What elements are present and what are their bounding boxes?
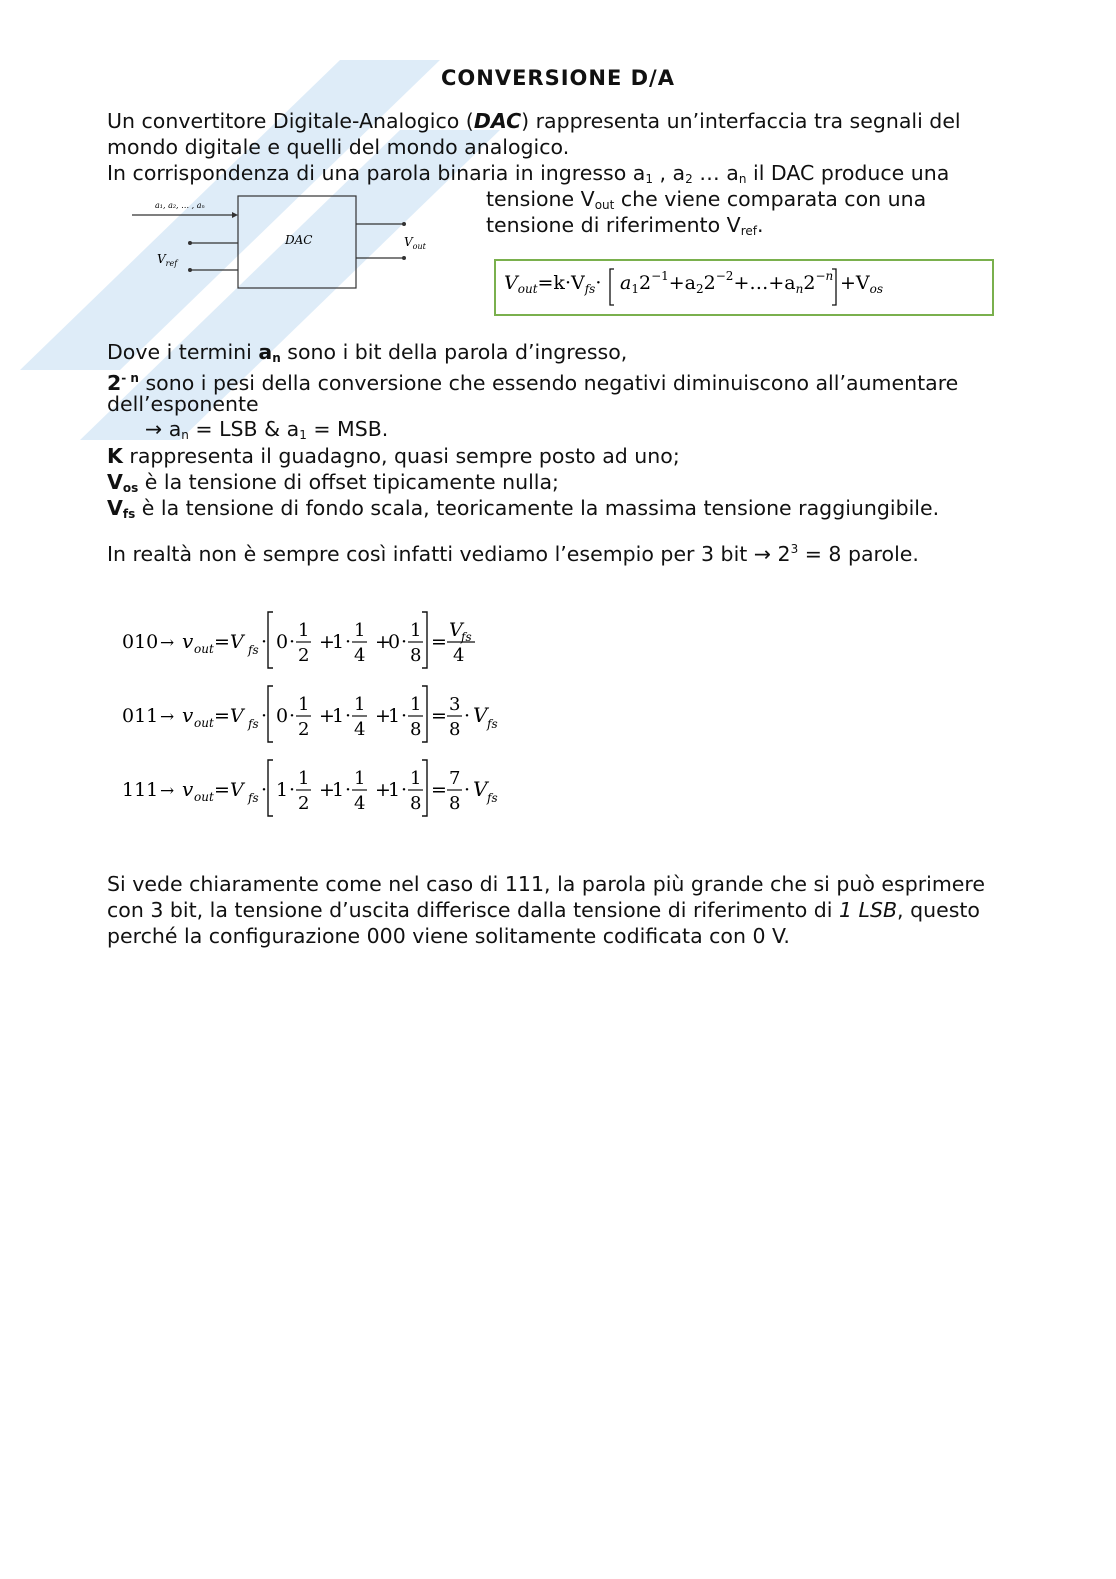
eq-word-010: 010 [122,631,159,653]
input-arrow-icon [232,212,238,218]
eq-plus: + [319,779,335,801]
eq-dot: · [261,705,268,727]
dac-block-label: DAC [285,233,313,247]
eq-bit: 1 [332,779,345,801]
eq-fraction-numerator: 1 [410,620,422,641]
eq-result-numerator-sub: fs [461,630,472,644]
eq-fraction-numerator: 1 [354,768,366,789]
eq-v: v [182,777,194,801]
eq-fs-sub: fs [248,643,259,657]
eq-fraction-denominator: 4 [354,719,366,740]
eq-dot: · [464,779,471,801]
eq-result-v-sub: fs [487,791,498,805]
ref-terminal-bottom [188,268,192,272]
eq-bracket-left [268,686,273,742]
eq-dot: · [289,779,296,801]
eq-fraction-denominator: 8 [410,793,422,814]
eq-fs-sub: fs [248,717,259,731]
eq-dot: · [345,631,352,653]
eq-bit: 1 [388,779,401,801]
eq-equals-vfs: =V [214,705,244,727]
conclusion-line-3: perché la configurazione 000 viene solitamente codificata con 0 V. [107,924,790,948]
intro-line-5: tensione di riferimento $V_{ref}$. [486,213,764,238]
eq-arrow-icon: → [160,707,175,727]
eq-result-numerator: 7 [449,768,461,789]
eq-result-v-sub: fs [487,717,498,731]
eq-equals: = [431,705,447,727]
eq-bracket-right [422,686,427,742]
definition-weights-line-2: dell’esponente [107,392,259,416]
eq-equals-vfs: =V [214,631,244,653]
conclusion-line-1: Si vede chiaramente come nel caso di 111, la parola più grande che si può esprimere [107,872,986,896]
out-terminal-top [402,222,406,226]
eq-bracket-right [422,760,427,816]
intro-line-1: Un convertitore Digitale-Analogico (DAC) rappresenta un’interfaccia tra segnali del [107,109,961,133]
definition-vos: $V_{os}$ è la tensione di offset tipicamente nulla; [107,470,559,495]
eq-result-denominator: 8 [449,793,461,814]
eq-dot: · [401,705,408,727]
eq-dot: · [401,779,408,801]
eq-bit: 1 [332,631,345,653]
eq-dot: · [289,631,296,653]
example-equations [118,600,538,830]
eq-v-sub: out [194,642,214,656]
definition-vfs: $V_{fs}$ è la tensione di fondo scala, teoricamente la massima tensione raggiungibile. [107,496,940,521]
eq-fraction-numerator: 1 [410,694,422,715]
eq-bracket-left [268,760,273,816]
diagram-input-label: a₁, a₂, … , aₙ [155,201,205,210]
eq-result-numerator: V [449,619,463,641]
eq-result-denominator: 4 [453,645,465,666]
eq-result-v: V [473,703,488,727]
eq-v: v [182,629,194,653]
eq-bracket-right [422,612,427,668]
eq-fraction-numerator: 1 [298,768,310,789]
eq-fraction-denominator: 4 [354,645,366,666]
out-terminal-bottom [402,256,406,260]
example-intro: In realtà non è sempre così infatti vediamo l’esempio per 3 bit → $2^3 = 8$ parole. [107,542,919,566]
eq-v: v [182,703,194,727]
eq-plus: + [375,779,391,801]
eq-equals-vfs: =V [214,779,244,801]
main-formula-box [494,259,994,316]
eq-dot: · [464,705,471,727]
eq-dot: · [289,705,296,727]
diagram-ref-label: $V_{ref}$ [157,252,178,268]
svg-text:Vout=k·Vfs·: $V_{out}=k\cdot V_{fs}\cdot$ [504,272,602,296]
eq-v-sub: out [194,716,214,730]
arrow-right-icon: → [753,542,772,566]
intro-line-4: tensione $V_{out}$ che viene comparata con una [486,187,927,212]
svg-text:+Vos: $+V_{os}$ [840,272,884,296]
eq-arrow-icon: → [160,633,175,653]
intro-line-3: In corrispondenza di una parola binaria in ingresso $a_1$ , $a_2$ … $a_n$ il DAC produce una [107,161,950,186]
eq-fraction-numerator: 1 [410,768,422,789]
eq-dot: · [261,631,268,653]
eq-fraction-numerator: 1 [354,694,366,715]
definition-weights: $2^{- n}$ sono i pesi della conversione che essendo negativi diminuiscono all’aumentare [107,371,959,395]
eq-fraction-numerator: 1 [354,620,366,641]
eq-plus: + [319,705,335,727]
eq-fraction-denominator: 2 [298,793,310,814]
eq-bracket-left [268,612,273,668]
eq-bit: 1 [276,779,289,801]
page-title: CONVERSIONE D/A [441,66,675,90]
main-formula [496,261,992,314]
eq-bit: 1 [332,705,345,727]
eq-plus: + [319,631,335,653]
definition-an: Dove i termini $a_n$ sono i bit della parola d’ingresso, [107,340,628,365]
eq-fraction-denominator: 8 [410,645,422,666]
ref-terminal-top [188,241,192,245]
eq-v-sub: out [194,790,214,804]
eq-bit: 0 [276,705,289,727]
eq-fraction-denominator: 2 [298,719,310,740]
eq-bit: 0 [388,631,401,653]
eq-plus: + [375,631,391,653]
eq-fraction-denominator: 2 [298,645,310,666]
eq-result-v: V [473,777,488,801]
diagram-out-label: $V_{out}$ [404,235,426,251]
eq-fs-sub: fs [248,791,259,805]
intro-line-2: mondo digitale e quelli del mondo analogico. [107,135,570,159]
arrow-right-icon: → [145,417,163,441]
eq-dot: · [401,631,408,653]
eq-fraction-numerator: 1 [298,620,310,641]
dac-block-diagram [120,188,450,298]
eq-fraction-numerator: 1 [298,694,310,715]
eq-result-numerator: 3 [449,694,461,715]
eq-dot: · [345,705,352,727]
eq-fraction-denominator: 8 [410,719,422,740]
eq-arrow-icon: → [160,781,175,801]
eq-fraction-denominator: 4 [354,793,366,814]
definition-k: K rappresenta il guadagno, quasi sempre posto ad uno; [107,444,680,468]
svg-text:a12−1+a22−2+…+an2−n: $a_12^{-1}+a_22^{-2}+\dots+a_n2^{-n}$ [620,269,834,296]
eq-bit: 0 [276,631,289,653]
definition-lsb-msb: → $a_n$ = LSB & $a_1$ = MSB. [145,417,389,442]
eq-dot: · [261,779,268,801]
eq-equals: = [431,631,447,653]
eq-result-denominator: 8 [449,719,461,740]
eq-plus: + [375,705,391,727]
eq-equals: = [431,779,447,801]
eq-word-111: 111 [122,779,159,801]
eq-bit: 1 [388,705,401,727]
conclusion-line-2: con 3 bit, la tensione d’uscita differisce dalla tensione di riferimento di 1 LSB, questo [107,898,980,922]
formula-bracket-left [610,269,614,305]
eq-dot: · [345,779,352,801]
eq-word-011: 011 [122,705,159,727]
